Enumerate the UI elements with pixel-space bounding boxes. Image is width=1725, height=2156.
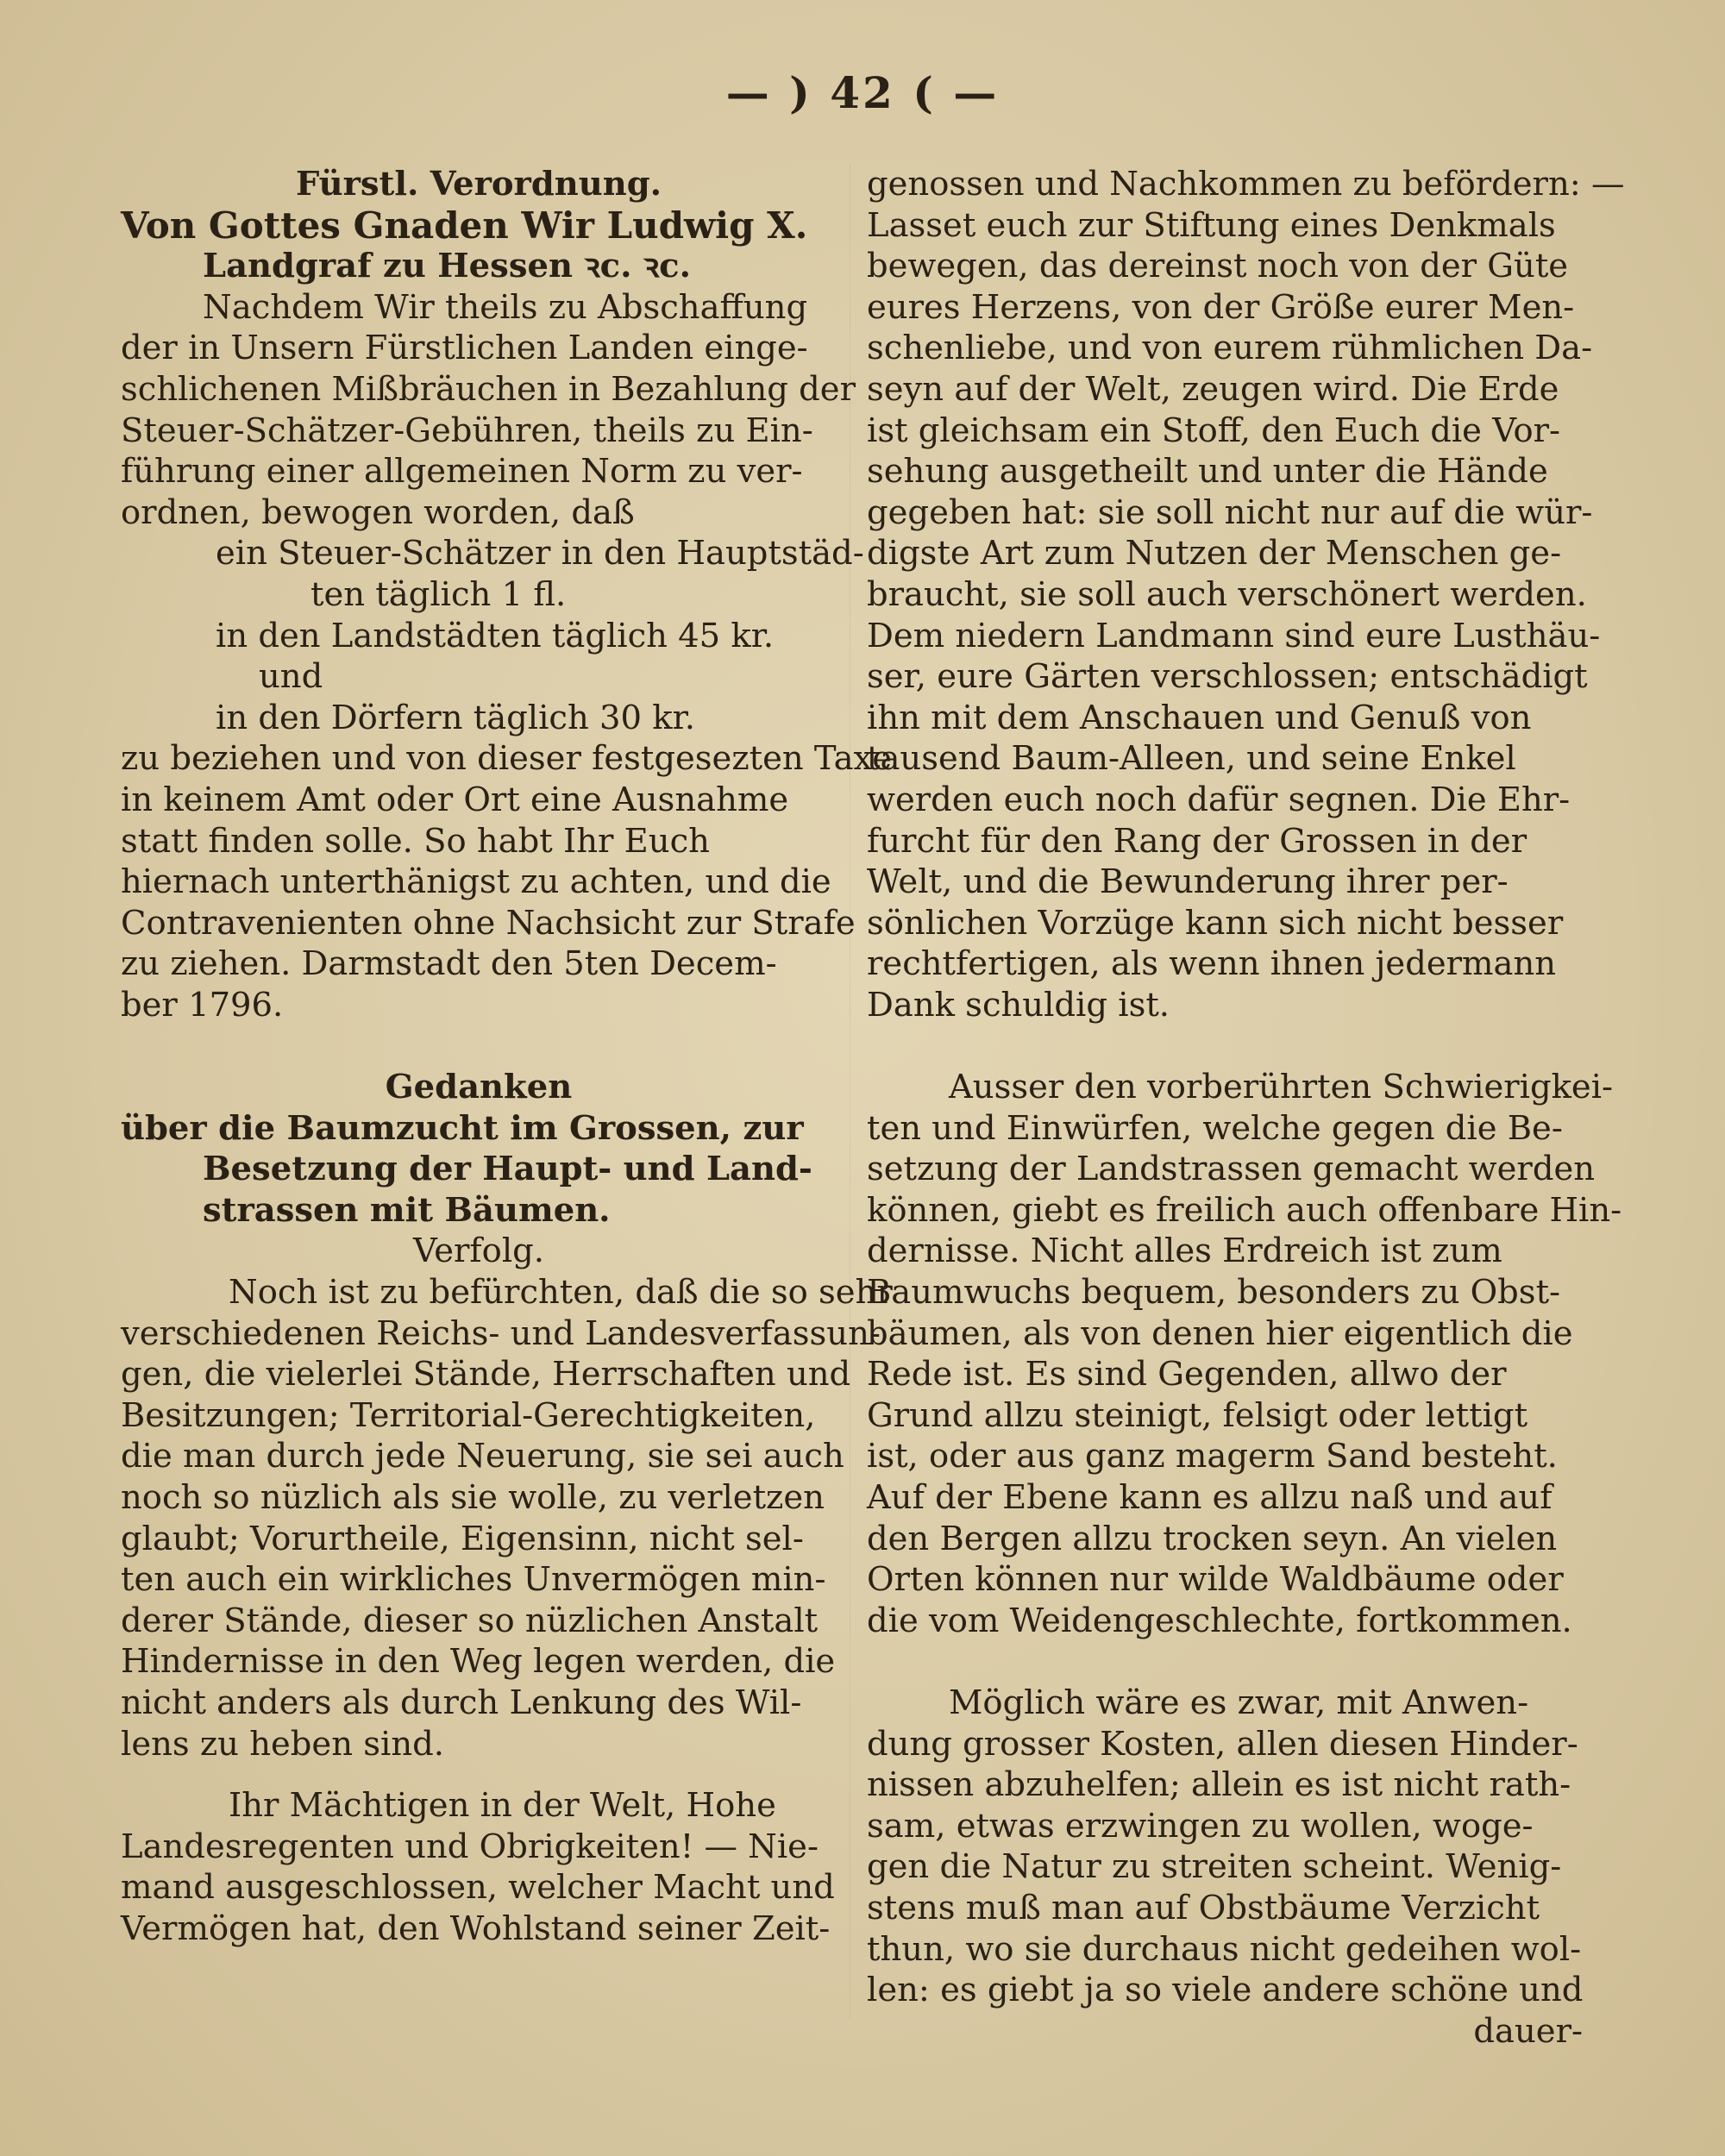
article-paragraph-4 [867, 1067, 1622, 1641]
ordinance-paragraph-2 [121, 738, 893, 1025]
ordinance-title-line2: Landgraf zu Hessen ꝛc. ꝛc. [203, 247, 692, 286]
article-paragraph-1 [121, 1272, 893, 1764]
text-line: Vermögen hat, den Wohlstand seiner Zeit- [121, 1908, 831, 1948]
text-line: sehung ausgetheilt und unter die Hände [867, 452, 1548, 492]
bleed-through-left [34, 34, 259, 103]
text-line: die vom Weidengeschlechte, fortkommen. [867, 1601, 1572, 1640]
fee-list [121, 533, 864, 738]
text-line: Ausser den vorberührten Schwierigkei- [949, 1068, 1614, 1107]
text-line: Dank schuldig ist. [867, 985, 1170, 1025]
text-line: setzung der Landstrassen gemacht werden [867, 1150, 1596, 1189]
text-line: Baumwuchs bequem, besonders zu Obst- [867, 1273, 1561, 1313]
article-paragraph-2 [121, 1785, 837, 1949]
text-line: verschiedenen Reichs- und Landesverfassun- [121, 1313, 881, 1353]
article-title-line: strassen mit Bäumen. [203, 1190, 611, 1230]
text-line: nissen abzuhelfen; allein es ist nicht rath- [867, 1765, 1571, 1805]
text-line: Orten können nur wilde Waldbäume oder [867, 1560, 1564, 1600]
text-line: zu ziehen. Darmstadt den 5ten Decem- [121, 944, 777, 984]
text-line: braucht, sie soll auch verschönert werden. [867, 574, 1587, 614]
text-line: sönlichen Vorzüge kann sich nicht besser [867, 903, 1564, 943]
text-line: len: es giebt ja so viele andere schöne und [867, 1971, 1584, 2010]
text-line: der in Unsern Fürstlichen Landen einge- [121, 329, 808, 368]
text-line: Noch ist zu befürchten, daß die so sehr [229, 1273, 893, 1313]
text-line: ist, oder aus ganz magerm Sand besteht. [867, 1437, 1558, 1476]
text-line: Besitzungen; Territorial-Gerechtigkeiten, [121, 1395, 816, 1435]
text-line: Hindernisse in den Weg legen werden, die [121, 1642, 836, 1682]
page-number: — ) 42 ( — [725, 67, 1000, 118]
text-line: bewegen, das dereinst noch von der Güte [867, 247, 1569, 286]
bleed-through-right [1596, 34, 1699, 103]
text-line: ten auch ein wirkliches Unvermögen min- [121, 1560, 826, 1600]
text-line: stens muß man auf Obstbäume Verzicht [867, 1888, 1540, 1927]
ordinance-paragraph-1 [121, 287, 856, 534]
text-line: werden euch noch dafür segnen. Die Ehr- [867, 780, 1571, 819]
text-line: ordnen, bewogen worden, daß [121, 492, 635, 532]
text-line: zu beziehen und von dieser festgesezten Taxe [121, 739, 893, 779]
text-line: Nachdem Wir theils zu Abschaffung [203, 287, 808, 327]
text-line: nicht anders als durch Lenkung des Wil- [121, 1683, 802, 1722]
article-title-line: über die Baumzucht im Grossen, zur [121, 1108, 804, 1148]
text-line: Ihr Mächtigen in der Welt, Hohe [229, 1786, 776, 1826]
text-line: sam, etwas erzwingen zu wollen, woge- [867, 1806, 1534, 1846]
text-line: schlichenen Mißbräuchen in Bezahlung der [121, 369, 856, 409]
article-title [121, 1108, 837, 1232]
text-line: Welt, und die Bewunderung ihrer per- [867, 862, 1509, 902]
text-line: Grund allzu steinigt, felsigt oder lettigt [867, 1395, 1528, 1435]
right-column [867, 164, 1625, 2052]
text-line: rechtfertigen, als wenn ihnen jedermann [867, 944, 1557, 984]
text-line: dernisse. Nicht alles Erdreich ist zum [867, 1232, 1502, 1271]
text-line: dung grosser Kosten, allen diesen Hinder- [867, 1724, 1578, 1764]
article-title-line: Besetzung der Haupt- und Land- [203, 1150, 812, 1189]
left-column [121, 164, 893, 1950]
fee-conjunction: und [259, 657, 323, 697]
spacer [121, 1764, 837, 1785]
fee-item-villages: in den Dörfern täglich 30 kr. [216, 698, 695, 737]
text-line: ser, eure Gärten verschlossen; entschädigt [867, 657, 1588, 697]
text-line: noch so nüzlich als sie wolle, zu verletzen [121, 1478, 825, 1517]
text-line: furcht für den Rang der Grossen in der [867, 821, 1527, 861]
text-line: ihn mit dem Anschauen und Genuß von [867, 698, 1532, 737]
text-line: seyn auf der Welt, zeugen wird. Die Erde [867, 369, 1559, 409]
text-line: digste Art zum Nutzen der Menschen ge- [867, 534, 1562, 573]
text-line: Landesregenten und Obrigkeiten! — Nie- [121, 1827, 819, 1866]
article-heading: Gedanken [385, 1068, 573, 1107]
text-line: gen die Natur zu streiten scheint. Wenig- [867, 1847, 1562, 1887]
text-line: bäumen, als von denen hier eigentlich die [867, 1313, 1573, 1353]
text-line: Rede ist. Es sind Gegenden, allwo der [867, 1355, 1507, 1395]
continuation-label: Verfolg. [412, 1232, 545, 1271]
fee-item-capital-amount: ten täglich 1 fl. [310, 574, 567, 614]
text-line: lens zu heben sind. [121, 1724, 444, 1764]
fee-item-capital: ein Steuer-Schätzer in den Hauptstäd- [216, 534, 864, 573]
ordinance-heading: Fürstl. Verordnung. [295, 165, 662, 204]
spacer [121, 1025, 837, 1067]
text-line: hiernach unterthänigst zu achten, und die [121, 862, 831, 902]
text-line: gen, die vielerlei Stände, Herrschaften und [121, 1355, 851, 1395]
text-line: Auf der Ebene kann es allzu naß und auf [867, 1478, 1552, 1517]
article-paragraph-3 [867, 164, 1625, 1025]
text-line: schenliebe, und von eurem rühmlichen Da- [867, 329, 1593, 368]
text-line: ber 1796. [121, 985, 284, 1025]
text-line: in keinem Amt oder Ort eine Ausnahme [121, 780, 789, 819]
text-line: Contravenienten ohne Nachsicht zur Strafe [121, 903, 856, 943]
text-line: derer Stände, dieser so nüzlichen Anstalt [121, 1601, 819, 1640]
text-line: können, giebt es freilich auch offenbare Hin- [867, 1190, 1622, 1230]
text-line: ten und Einwürfen, welche gegen die Be- [867, 1108, 1563, 1148]
text-line: den Bergen allzu trocken seyn. An vielen [867, 1519, 1558, 1558]
text-line: Dem niedern Landmann sind eure Lusthäu- [867, 616, 1601, 655]
text-line: statt finden solle. So habt Ihr Euch [121, 821, 710, 861]
text-line: glaubt; Vorurtheile, Eigensinn, nicht sel- [121, 1519, 804, 1558]
text-line: thun, wo sie durchaus nicht gedeihen wol- [867, 1929, 1582, 1969]
text-line: mand ausgeschlossen, welcher Macht und [121, 1868, 835, 1908]
catchword: dauer- [1473, 2011, 1583, 2051]
text-line: die man durch jede Neuerung, sie sei auch [121, 1437, 844, 1476]
spacer [867, 1641, 1600, 1683]
text-line: genossen und Nachkommen zu befördern: — [867, 165, 1625, 204]
text-line: gegeben hat: sie soll nicht nur auf die wür- [867, 492, 1593, 532]
spacer [867, 1025, 1600, 1067]
ordinance-title-line1: Von Gottes Gnaden Wir Ludwig X. [121, 204, 808, 247]
text-line: Steuer-Schätzer-Gebühren, theils zu Ein- [121, 411, 813, 450]
text-line: führung einer allgemeinen Norm zu ver- [121, 452, 803, 492]
text-line: Möglich wäre es zwar, mit Anwen- [949, 1683, 1529, 1722]
text-line: eures Herzens, von der Größe eurer Men- [867, 287, 1575, 327]
text-line: tausend Baum-Alleen, und seine Enkel [867, 739, 1516, 779]
article-paragraph-5 [867, 1683, 1600, 2011]
fee-item-towns: in den Landstädten täglich 45 kr. [216, 616, 775, 655]
text-line: Lasset euch zur Stiftung eines Denkmals [867, 205, 1556, 245]
text-line: ist gleichsam ein Stoff, den Euch die Vor- [867, 411, 1561, 450]
